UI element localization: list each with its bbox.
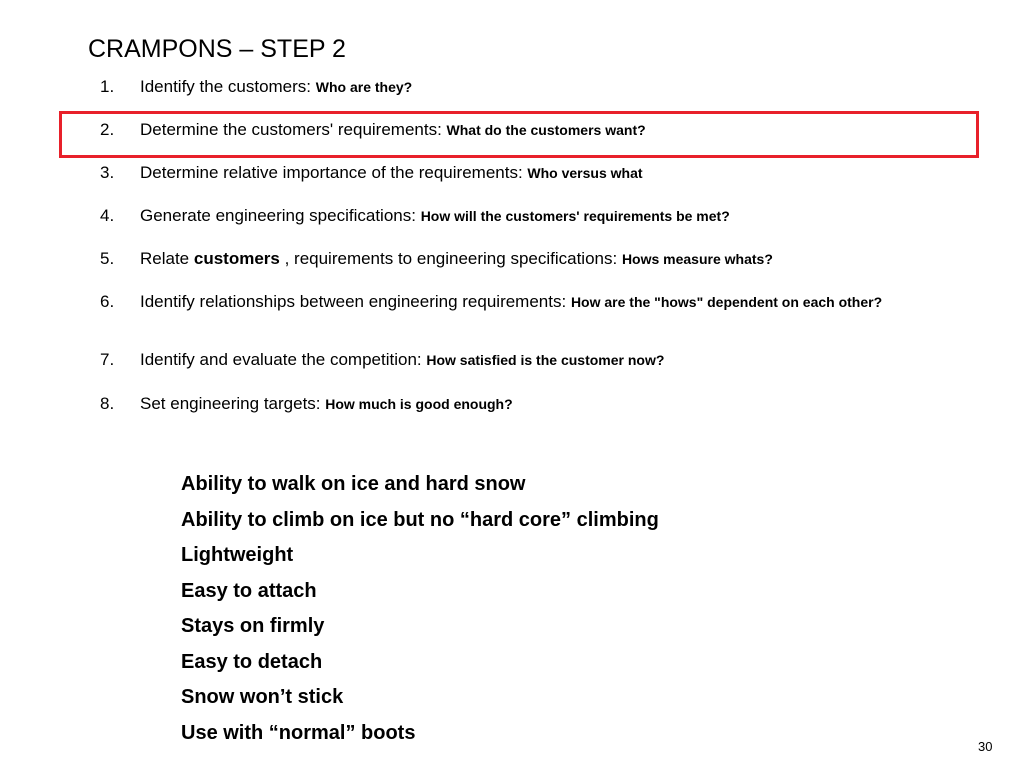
requirement-item: Easy to attach xyxy=(181,579,317,602)
requirements-list xyxy=(181,469,901,753)
requirement-item: Ability to walk on ice and hard snow xyxy=(181,473,526,495)
step-description: Identify and evaluate the competition: xyxy=(140,350,427,369)
step-question: Who versus what xyxy=(527,165,643,181)
step-description: Determine relative importance of the requirements: xyxy=(140,163,528,182)
step-text xyxy=(140,394,940,414)
step-text xyxy=(140,292,936,312)
step-question: How will the customers' requirements be met? xyxy=(420,208,730,224)
step-number: 8. xyxy=(100,394,115,413)
requirement-item: Lightweight xyxy=(181,544,294,566)
step-number: 1. xyxy=(100,77,115,96)
step-description: Generate engineering specifications: xyxy=(140,206,421,225)
step-description: Determine the customers' requirements: xyxy=(140,120,447,139)
requirement-item: Ability to climb on ice but no “hard core” climbing xyxy=(181,508,659,531)
highlight-box xyxy=(59,111,979,158)
step-question: What do the customers want? xyxy=(446,122,646,138)
step-emphasis: customers xyxy=(193,249,280,268)
step-text xyxy=(140,77,940,97)
step-number: 6. xyxy=(100,292,115,311)
requirement-item: Stays on firmly xyxy=(181,615,325,637)
step-question: Who are they? xyxy=(315,79,413,95)
slide-title: CRAMPONS – STEP 2 xyxy=(88,35,346,63)
step-question: How are the "hows" dependent on each other? xyxy=(570,294,883,310)
page-number: 30 xyxy=(978,739,993,754)
step-question: How satisfied is the customer now? xyxy=(426,352,665,368)
step-description: Identify the customers: xyxy=(140,77,316,96)
step-text xyxy=(140,206,940,226)
step-text xyxy=(140,350,940,370)
step-number: 3. xyxy=(100,163,115,182)
step-question: How much is good enough? xyxy=(325,396,513,412)
step-text xyxy=(140,163,940,183)
requirement-item: Snow won’t stick xyxy=(181,686,344,708)
step-question: Hows measure whats? xyxy=(621,251,773,267)
step-text xyxy=(140,249,940,269)
step-description: Identify relationships between engineering requirements: xyxy=(140,292,571,311)
step-description: , requirements to engineering specifications: xyxy=(279,249,622,268)
requirement-item: Easy to detach xyxy=(181,650,323,673)
step-description-prefix: Relate xyxy=(140,249,194,268)
step-number: 7. xyxy=(100,350,115,369)
step-description: Set engineering targets: xyxy=(140,394,326,413)
step-number: 4. xyxy=(100,206,115,225)
requirement-item: Use with “normal” boots xyxy=(181,721,416,744)
step-number: 2. xyxy=(100,120,115,139)
step-number: 5. xyxy=(100,249,115,268)
